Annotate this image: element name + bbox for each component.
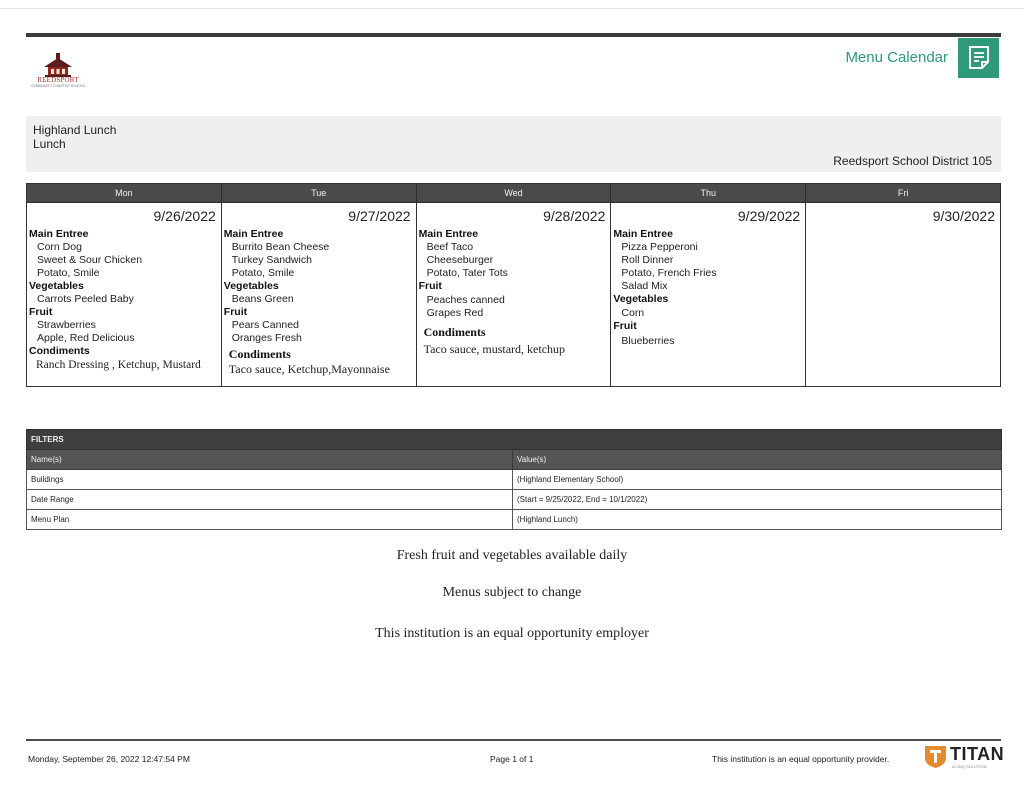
filters-header-row [27,450,1002,470]
day-header-tue: Tue [221,184,416,203]
menu-category: Condiments [29,345,90,357]
menu-category: Fruit [223,306,248,318]
logo-subtext: COMMUNITY CHARTER SCHOOL [30,84,86,88]
menu-category: Condiments [423,325,486,339]
filter-value: (Highland Elementary School) [513,470,1002,490]
menu-item: Beef Taco [426,241,474,253]
note-fresh-produce: Fresh fruit and vegetables available daily [396,548,628,563]
menu-item: Potato, Smile [231,267,295,279]
menu-item: Sweet & Sour Chicken [37,254,143,266]
day-cell-fri [806,203,1001,387]
menu-item: Corn [621,307,645,319]
day-date: 9/26/2022 [153,208,216,224]
menu-category: Condiments [228,347,291,361]
menu-category: Main Entree [223,228,284,240]
filter-value: (Start = 9/25/2022, End = 10/1/2022) [513,490,1002,510]
page-title: Menu Calendar [845,49,948,66]
menu-item: Pears Canned [231,319,299,331]
filter-name: Date Range [27,490,513,510]
calendar-week-row [27,203,1001,387]
filters-col-value: Value(s) [513,450,1002,470]
document-icon [958,38,999,78]
menu-category: Vegetables [613,293,669,305]
menu-item: Grapes Red [426,307,484,319]
day-date: 9/29/2022 [737,208,801,224]
menu-category: Fruit [418,280,442,292]
menu-category: Fruit [29,306,53,318]
day-header-mon: Mon [27,184,222,203]
filter-value: (Highland Lunch) [513,510,1002,530]
day-date: 9/30/2022 [932,208,995,224]
note-subject-to-change: Menus subject to change [442,585,582,600]
menu-item: Pizza Pepperoni [621,241,698,253]
filters-caption: FILTERS [27,430,1002,450]
day-header-fri: Fri [806,184,1001,203]
menu-category: Main Entree [29,228,89,240]
menu-category: Main Entree [418,228,479,240]
day-cell-tue [221,203,416,387]
day-date: 9/27/2022 [348,208,411,224]
menu-category: Vegetables [29,280,84,292]
district-name: Reedsport School District 105 [833,154,992,168]
day-cell-mon [27,203,222,387]
logo-text: REEDSPORT [37,76,79,84]
menu-item: Potato, Smile [37,267,100,279]
filters-caption-row [27,430,1002,450]
titan-tagline: A LINQ SOLUTION [952,764,987,769]
menu-item: Salad Mix [621,280,668,292]
menu-category: Fruit [613,320,637,332]
footer-notice: This institution is an equal opportunity provider. [712,754,890,764]
table-row [27,510,1002,530]
titan-logo-icon [923,744,948,769]
menu-item: Potato, French Fries [621,267,717,279]
menu-item: Ranch Dressing , Ketchup, Mustard [36,359,201,371]
menu-item: Corn Dog [37,241,82,253]
menu-item: Turkey Sandwich [231,254,312,266]
day-header-thu: Thu [611,184,806,203]
top-rule [0,8,1024,9]
menu-item: Cheeseburger [426,254,494,266]
menu-category: Vegetables [223,280,279,292]
filters-table [26,429,1002,530]
header-bar [26,33,1001,37]
note-equal-opportunity: This institution is an equal opportunity employer [375,626,649,641]
menu-item: Apple, Red Delicious [37,332,135,344]
footer-timestamp: Monday, September 26, 2022 12:47:54 PM [28,754,190,764]
filters-col-name: Name(s) [27,450,513,470]
menu-category: Main Entree [613,228,673,240]
day-cell-thu [611,203,806,387]
menu-item: Burrito Bean Cheese [231,241,330,253]
day-cell-wed [416,203,611,387]
calendar-header-row [27,184,1001,203]
menu-plan-name: Highland Lunch [33,123,117,137]
titan-brand: TITAN [950,744,1005,764]
menu-item: Peaches canned [426,294,505,306]
menu-item: Taco sauce, Ketchup,Mayonnaise [228,362,390,376]
footer-rule [26,739,1001,741]
menu-item: Carrots Peeled Baby [37,293,134,305]
meal-name: Lunch [33,137,66,151]
filter-name: Menu Plan [27,510,513,530]
filter-name: Buildings [27,470,513,490]
menu-item: Oranges Fresh [231,332,302,344]
day-header-wed: Wed [416,184,611,203]
menu-item: Potato, Tater Tots [426,267,508,279]
day-date: 9/28/2022 [543,208,606,224]
menu-item: Taco sauce, mustard, ketchup [423,342,566,356]
table-row [27,470,1002,490]
menu-item: Strawberries [37,319,96,331]
menu-calendar-table [26,183,1001,387]
menu-item: Blueberries [621,335,675,347]
footer-page-number: Page 1 of 1 [490,754,534,764]
menu-item: Beans Green [231,293,294,305]
table-row [27,490,1002,510]
menu-item: Roll Dinner [621,254,674,266]
